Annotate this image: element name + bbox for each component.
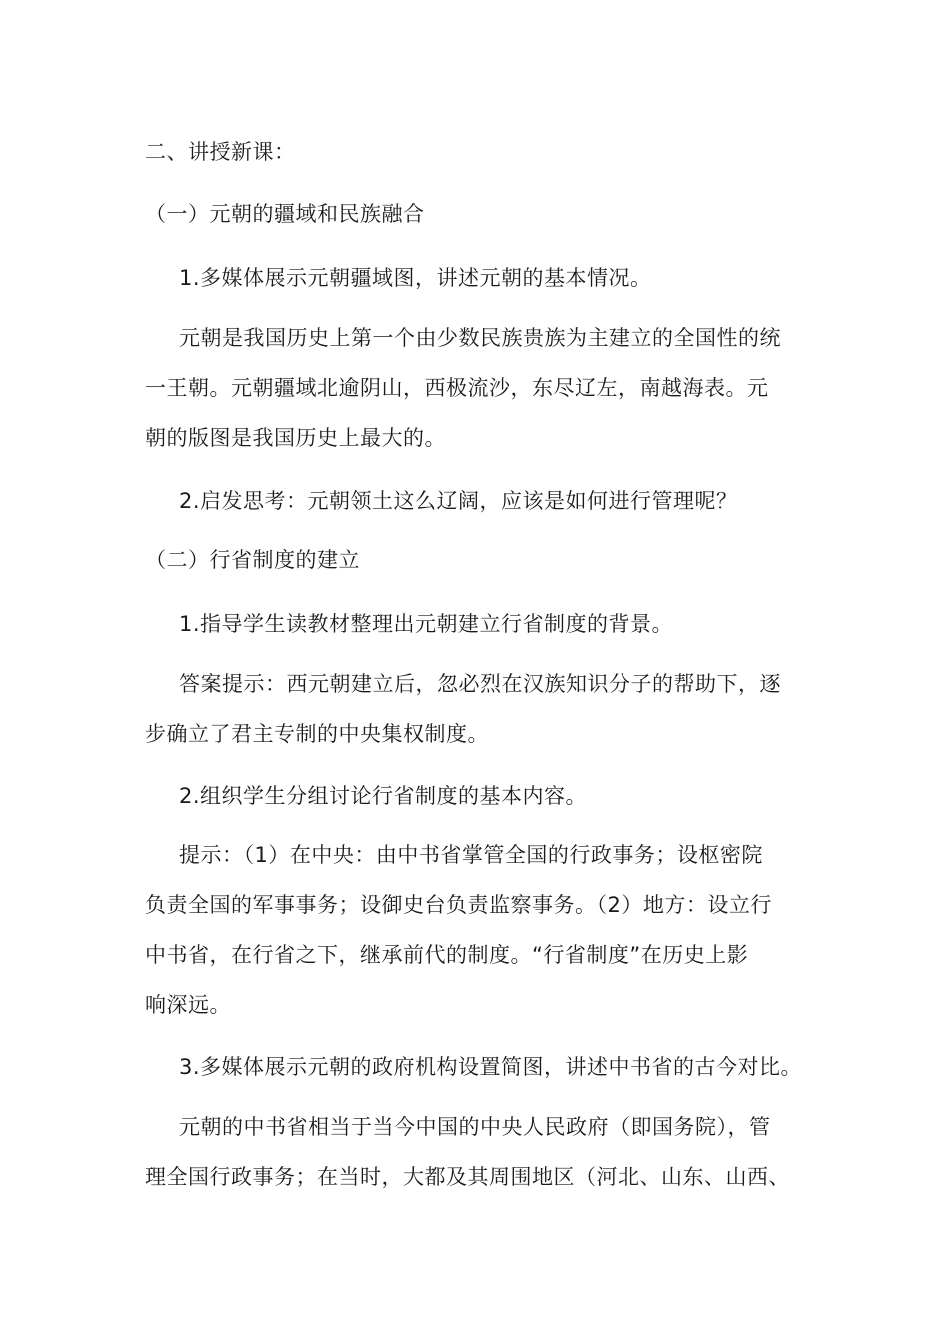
section1-item-1: 1.多媒体展示元朝疆域图，讲述元朝的基本情况。 bbox=[179, 266, 652, 290]
section1-paragraph-line-1: 元朝是我国历史上第一个由少数民族贵族为主建立的全国性的统 bbox=[179, 326, 781, 350]
section2-hint-line-3: 中书省，在行省之下，继承前代的制度。“行省制度”在历史上影 bbox=[145, 943, 749, 967]
section2-item-2: 2.组织学生分组讨论行省制度的基本内容。 bbox=[179, 784, 588, 808]
section2-hint-line-4: 响深远。 bbox=[145, 993, 231, 1017]
section1-item-2: 2.启发思考：元朝领土这么辽阔，应该是如何进行管理呢？ bbox=[179, 489, 738, 513]
section-title-1: （一）元朝的疆域和民族融合 bbox=[145, 202, 425, 226]
section2-item-3: 3.多媒体展示元朝的政府机构设置简图，讲述中书省的古今对比。 bbox=[179, 1055, 803, 1079]
heading-main: 二、讲授新课： bbox=[145, 140, 296, 164]
section2-paragraph-line-2: 理全国行政事务；在当时，大都及其周围地区（河北、山东、山西、 bbox=[145, 1165, 790, 1189]
section2-hint-line-1: 提示：（1）在中央：由中书省掌管全国的行政事务；设枢密院 bbox=[179, 843, 763, 867]
section2-paragraph-line-1: 元朝的中书省相当于当今中国的中央人民政府（即国务院），管 bbox=[179, 1115, 771, 1139]
section-title-2: （二）行省制度的建立 bbox=[145, 548, 360, 572]
section1-paragraph-line-3: 朝的版图是我国历史上最大的。 bbox=[145, 426, 446, 450]
section2-answer-line-2: 步确立了君主专制的中央集权制度。 bbox=[145, 722, 489, 746]
section2-hint-line-2: 负责全国的军事事务；设御史台负责监察事务。（2）地方：设立行 bbox=[145, 893, 772, 917]
section1-paragraph-line-2: 一王朝。元朝疆域北逾阴山，西极流沙，东尽辽左，南越海表。元 bbox=[145, 376, 769, 400]
section2-answer-line-1: 答案提示：西元朝建立后，忽必烈在汉族知识分子的帮助下，逐 bbox=[179, 672, 781, 696]
section2-item-1: 1.指导学生读教材整理出元朝建立行省制度的背景。 bbox=[179, 612, 674, 636]
